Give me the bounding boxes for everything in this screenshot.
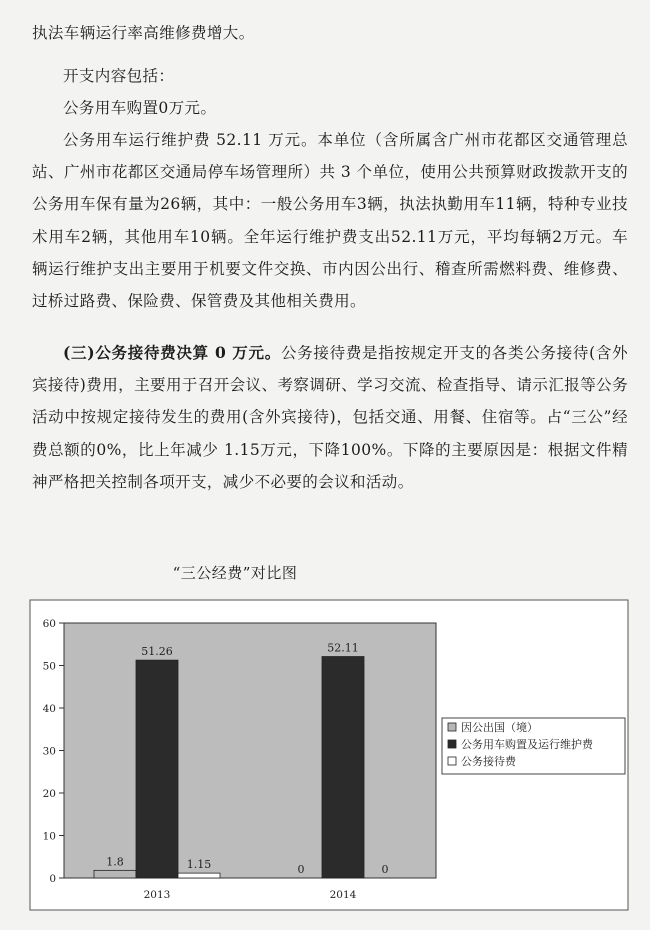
legend-swatch — [448, 723, 456, 731]
paragraph-vehicle-purchase: 公务用车购置0万元。 — [63, 99, 217, 117]
bar-data-label: 1.8 — [106, 855, 124, 869]
y-tick-label: 0 — [49, 873, 56, 885]
legend-entry: 因公出国（境） — [461, 721, 538, 734]
plot-area — [64, 623, 436, 878]
bar-data-label: 0 — [381, 863, 389, 876]
bar — [94, 870, 136, 878]
bar-data-label: 0 — [297, 863, 305, 876]
reception-heading: (三)公务接待费决算 0 万元。 — [63, 343, 281, 362]
legend-swatch — [448, 740, 456, 748]
bar-data-label: 1.15 — [186, 858, 212, 872]
x-tick-label: 2013 — [143, 889, 171, 901]
legend — [442, 718, 625, 774]
y-tick-label: 60 — [42, 618, 56, 630]
bar — [322, 657, 364, 878]
y-tick-label: 20 — [42, 788, 56, 800]
paragraph-expense-intro: 开支内容包括： — [63, 67, 175, 85]
legend-entry: 公务接待费 — [461, 755, 516, 768]
bar-data-label: 51.26 — [141, 645, 173, 659]
reception-body: 公务接待费是指按规定开支的各类公务接待(含外宾接待)费用，主要用于召开会议、考察调研、学习交流、检查指导、请示汇报等公务活动中按规定接待发生的费用(含外宾接待)，包括交通、用餐、住宿等。占“三公”经费总额的0%，比上年减少 1.15万元，下降100%。下降的主要原因是：根据文件精神严格把关控制各项开支，减少不必要的会议和活动。 — [32, 344, 628, 491]
y-tick-label: 40 — [42, 703, 56, 715]
y-tick-label: 30 — [42, 745, 56, 758]
legend-entry: 公务用车购置及运行维护费 — [461, 738, 593, 751]
bar-data-label: 52.11 — [327, 641, 359, 655]
paragraph-line-1: 执法车辆运行率高维修费增大。 — [32, 24, 255, 42]
paragraph-vehicle-maintenance: 公务用车运行维护费 52.11 万元。本单位（含所属含广州市花都区交通管理总站、广州市花都区交通局停车场管理所）共 3 个单位，使用公共预算财政拨款开支的公务用车保有量为26辆，其中：一般公务用车3辆，执法执勤用车11辆，特种专业技术用车2辆，其他用车10辆。全年运行维护费支出52.11万元，平均每辆2万元。车辆运行维护支出主要用于机要文件交换、市内因公出行、稽查所需燃料费、维修费、过桥过路费、保险费、保管费及其他相关费用。 — [32, 131, 628, 311]
y-tick-label: 10 — [42, 830, 56, 843]
chart-title: “三公经费”对比图 — [172, 564, 298, 582]
legend-swatch — [448, 757, 456, 765]
y-tick-label: 50 — [42, 660, 56, 673]
x-tick-label: 2014 — [329, 889, 357, 901]
bar — [178, 873, 220, 878]
bar — [136, 660, 178, 878]
